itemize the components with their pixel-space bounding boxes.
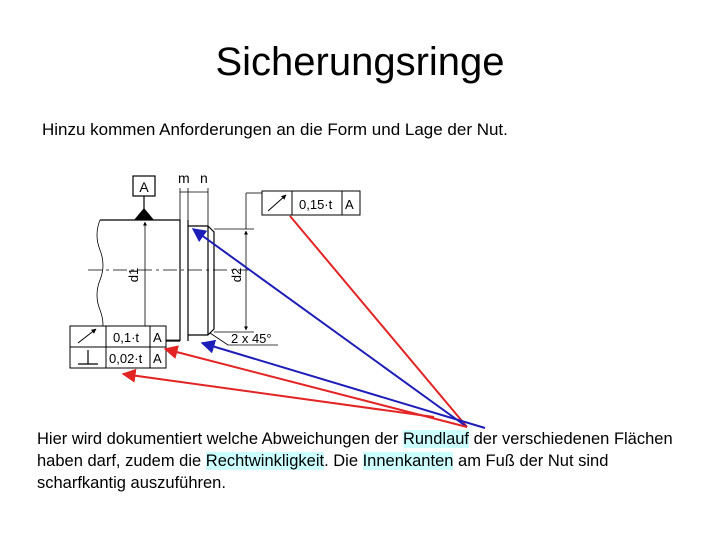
runout-top-datum: A	[345, 197, 354, 212]
text-part-4: am Fuß der Nut sind scharfkantig auszuführen.	[37, 452, 609, 492]
text-part-3: . Die	[324, 452, 363, 470]
datum-feature	[133, 176, 155, 220]
slide-title: Sicherungsringe	[215, 40, 505, 84]
runout-left-datum: A	[153, 330, 162, 345]
dim-n-label: n	[200, 170, 208, 186]
perpendicularity-datum: A	[153, 351, 162, 366]
runout-frame-top	[246, 191, 360, 229]
intro-text: Hinzu kommen Anforderungen an die Form und Lage der Nut.	[42, 120, 508, 139]
dim-m-label: m	[178, 170, 190, 186]
diameter-d1-dimension	[126, 222, 145, 339]
highlight-rundlauf: Rundlauf	[402, 430, 470, 448]
text-part-1: Hier wird dokumentiert welche Abweichungen der	[37, 430, 403, 448]
datum-label: A	[139, 179, 149, 195]
tolerance-frames-left	[70, 326, 180, 368]
blue-arrow-inner-edge-top	[193, 229, 467, 427]
highlight-rechtwinkligkeit: Rechtwinkligkeit	[205, 452, 325, 470]
runout-top-tolerance: 0,15·t	[299, 197, 333, 212]
chamfer-label: 2 x 45°	[231, 331, 272, 346]
red-arrow-to-perpendicularity	[123, 374, 434, 417]
annotation-arrows	[123, 216, 485, 428]
explanation-paragraph	[37, 428, 687, 494]
dim-d2-label: d2	[229, 267, 244, 283]
dim-d1-label: d1	[126, 267, 141, 283]
runout-left-tolerance: 0,1·t	[113, 330, 140, 345]
chamfer-callout	[210, 331, 278, 346]
perpendicularity-tolerance: 0,02·t	[109, 351, 143, 366]
text-part-2: der verschiedenen Flächen haben darf, zudem die	[37, 430, 673, 470]
shaft-outline	[88, 220, 250, 341]
blue-arrow-inner-edge-bottom	[202, 343, 485, 428]
highlight-innenkanten: Innenkanten	[362, 452, 454, 470]
diameter-d2-dimension	[214, 229, 254, 332]
groove-width-dimensions	[178, 170, 208, 226]
